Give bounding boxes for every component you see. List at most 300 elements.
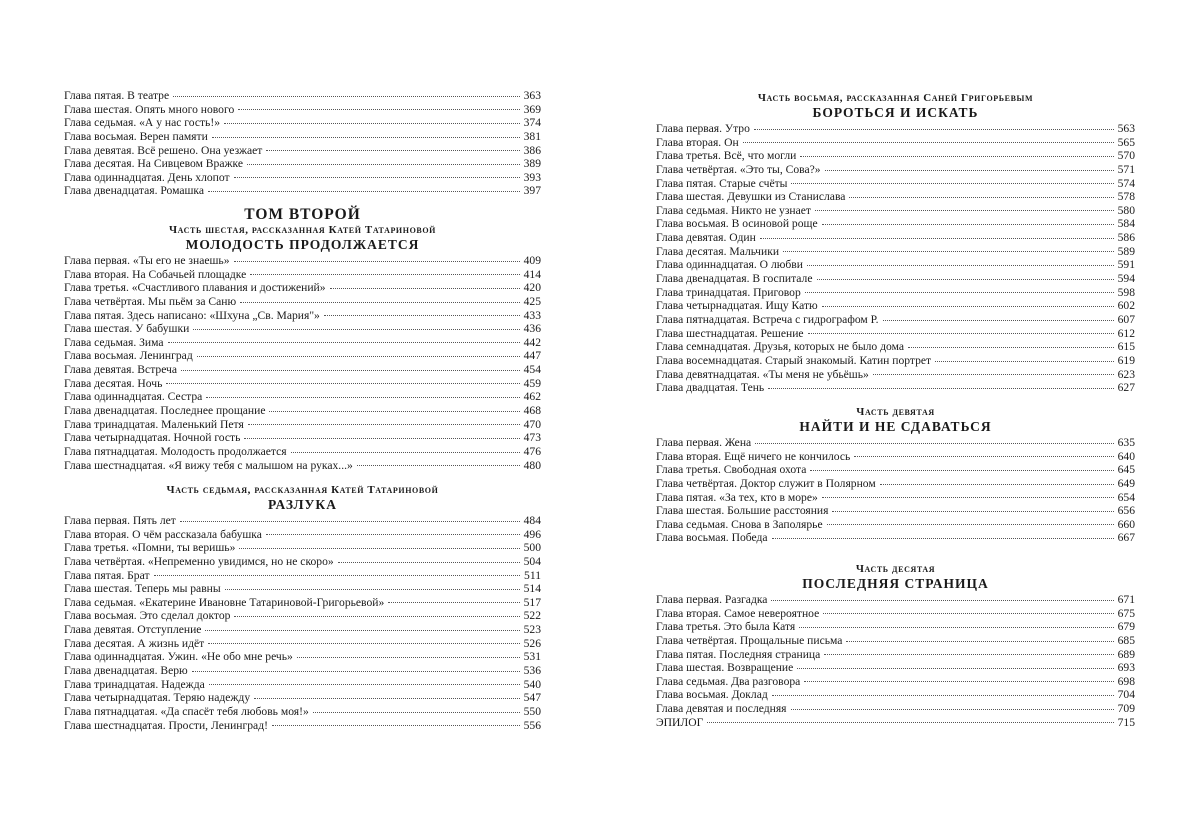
dot-leader — [297, 657, 520, 658]
part-title: НАЙТИ И НЕ СДАВАТЬСЯ — [799, 419, 992, 434]
toc-entry[interactable] — [656, 340, 1135, 354]
toc-entry[interactable] — [64, 309, 541, 323]
dot-leader — [807, 265, 1114, 266]
dot-leader — [181, 370, 520, 371]
dot-leader — [324, 315, 520, 316]
toc-entry[interactable] — [656, 122, 1135, 136]
toc-entry[interactable] — [64, 295, 541, 309]
toc-entry[interactable] — [656, 231, 1135, 245]
toc-entry[interactable] — [64, 336, 541, 350]
chapter-title: Глава шестая. Возвращение — [656, 661, 794, 675]
toc-entry[interactable] — [656, 477, 1135, 491]
toc-entry[interactable] — [656, 716, 1135, 730]
chapter-title: Глава пятнадцатая. Молодость продолжается — [64, 444, 287, 458]
page-number: 531 — [523, 650, 541, 664]
chapter-title: Глава седьмая. Снова в Заполярье — [656, 517, 823, 531]
page-number: 517 — [523, 595, 541, 609]
chapter-title: Глава пятая. Брат — [64, 568, 150, 582]
dot-leader — [800, 156, 1114, 157]
chapter-title: Глава шестая. Опять много нового — [64, 102, 235, 116]
dot-leader — [810, 470, 1114, 471]
toc-entry[interactable] — [656, 272, 1135, 286]
page-number: 462 — [523, 390, 541, 404]
page-number: 389 — [523, 157, 541, 171]
chapter-title: Глава четырнадцатая. Ночной гость — [64, 431, 241, 445]
dot-leader — [783, 251, 1114, 252]
page-number: 523 — [523, 623, 541, 637]
chapter-title: Глава первая. Пять лет — [64, 514, 176, 527]
chapter-title: Глава пятая. Старые счёты — [656, 176, 788, 190]
toc-entry[interactable] — [656, 436, 1135, 450]
toc-entry[interactable] — [64, 254, 541, 268]
part-title: ПОСЛЕДНЯЯ СТРАНИЦА — [802, 576, 989, 591]
toc-entry[interactable] — [656, 702, 1135, 716]
chapter-title: Глава одиннадцатая. Ужин. «Не обо мне речь» — [64, 650, 293, 664]
chapter-title: Глава третья. Всё, что могли — [656, 149, 797, 163]
dot-leader — [815, 210, 1114, 211]
page-number: 709 — [1117, 702, 1135, 716]
chapter-title: Глава четырнадцатая. Теряю надежду — [64, 691, 251, 705]
chapter-title: Глава девятая. Отступление — [64, 623, 202, 637]
dot-leader — [225, 589, 520, 590]
chapter-title: Глава вторая. Он — [656, 135, 739, 149]
toc-entry[interactable] — [64, 322, 541, 336]
chapter-title: Глава третья. «Счастливого плавания и достижений» — [64, 281, 326, 295]
dot-leader — [805, 292, 1114, 293]
page-number: 589 — [1117, 244, 1135, 258]
toc-entry[interactable] — [64, 89, 541, 103]
page-number: 602 — [1117, 299, 1135, 313]
page-number: 607 — [1117, 312, 1135, 326]
chapter-title: Глава четвёртая. «Непременно увидимся, но не скоро» — [64, 554, 334, 568]
toc-entry[interactable] — [656, 518, 1135, 532]
dot-leader — [266, 534, 520, 535]
chapter-title: Глава восьмая. Ленинград — [64, 349, 193, 363]
chapter-title: Глава восемнадцатая. Старый знакомый. Катин портрет — [656, 353, 932, 367]
toc-entry[interactable] — [656, 531, 1135, 545]
dot-leader — [330, 288, 520, 289]
part-nine-section — [656, 406, 1135, 545]
chapter-title: Глава десятая. Ночь — [64, 376, 163, 390]
dot-leader — [825, 170, 1114, 171]
toc-entry[interactable] — [64, 157, 541, 171]
toc-list — [656, 436, 1135, 545]
page-number: 580 — [1117, 203, 1135, 217]
page-number: 459 — [523, 376, 541, 390]
toc-entry[interactable] — [64, 363, 541, 377]
dot-leader — [269, 411, 520, 412]
toc-entry[interactable] — [656, 258, 1135, 272]
toc-entry[interactable] — [64, 184, 541, 198]
toc-entry[interactable] — [656, 177, 1135, 191]
page-number: 414 — [523, 267, 541, 281]
page-number: 635 — [1117, 436, 1135, 449]
toc-entry[interactable] — [64, 609, 541, 623]
toc-entry[interactable] — [656, 149, 1135, 163]
toc-entry[interactable] — [64, 637, 541, 651]
dot-leader — [212, 137, 520, 138]
page-number: 689 — [1117, 647, 1135, 661]
page-number: 594 — [1117, 272, 1135, 286]
dot-leader — [291, 452, 520, 453]
chapter-title: Глава седьмая. «Екатерине Ивановне Татариновой-Григорьевой» — [64, 595, 385, 609]
dot-leader — [338, 562, 520, 563]
dot-leader — [248, 424, 520, 425]
part-subtitle: Часть восьмая, рассказанная Саней Григорьевым — [757, 92, 1034, 104]
toc-entry[interactable] — [656, 675, 1135, 689]
part-subtitle: Часть шестая, рассказанная Катей Татариновой — [169, 224, 436, 236]
toc-entry[interactable] — [656, 299, 1135, 313]
page-number: 586 — [1117, 231, 1135, 245]
page-number: 496 — [523, 527, 541, 541]
page-number: 374 — [523, 116, 541, 130]
dot-leader — [791, 709, 1115, 710]
dot-leader — [238, 109, 520, 110]
dot-leader — [180, 521, 520, 522]
page-number: 522 — [523, 609, 541, 623]
part-title: МОЛОДОСТЬ ПРОДОЛЖАЕТСЯ — [185, 237, 420, 252]
chapter-title: Глава двадцатая. Тень — [656, 381, 765, 395]
page-number: 473 — [523, 431, 541, 445]
dot-leader — [822, 497, 1114, 498]
page-number: 598 — [1117, 285, 1135, 299]
chapter-title: Глава третья. Это была Катя — [656, 620, 796, 634]
chapter-title: Глава первая. Жена — [656, 436, 752, 449]
part-title: РАЗЛУКА — [268, 497, 337, 512]
toc-entry[interactable] — [64, 664, 541, 678]
dot-leader — [234, 177, 520, 178]
page-number: 550 — [523, 704, 541, 718]
page-number: 704 — [1117, 688, 1135, 702]
dot-leader — [388, 602, 520, 603]
toc-entry[interactable] — [656, 217, 1135, 231]
page-number: 442 — [523, 335, 541, 349]
dot-leader — [754, 129, 1114, 130]
toc-entry[interactable] — [64, 691, 541, 705]
chapter-title: Глава пятнадцатая. Встреча с гидрографом Р. — [656, 312, 879, 326]
dot-leader — [854, 456, 1114, 457]
page-number: 715 — [1117, 715, 1135, 729]
page-number: 369 — [523, 102, 541, 116]
dot-leader — [166, 383, 520, 384]
toc-entry[interactable] — [656, 204, 1135, 218]
page-number: 436 — [523, 322, 541, 336]
toc-entry[interactable] — [64, 268, 541, 282]
toc-entry[interactable] — [656, 327, 1135, 341]
page-number: 514 — [523, 582, 541, 596]
chapter-title: Глава одиннадцатая. День хлопот — [64, 170, 230, 184]
toc-entry[interactable] — [656, 607, 1135, 621]
chapter-title: Глава пятая. Последняя страница — [656, 647, 821, 661]
dot-leader — [880, 484, 1114, 485]
dot-leader — [244, 438, 520, 439]
dot-leader — [234, 261, 520, 262]
page-number: 675 — [1117, 606, 1135, 620]
toc-entry[interactable] — [656, 688, 1135, 702]
dot-leader — [209, 684, 520, 685]
part-subtitle: Часть седьмая, рассказанная Катей Татариновой — [166, 484, 439, 496]
toc-entry[interactable] — [656, 286, 1135, 300]
page-number: 671 — [1117, 593, 1135, 606]
page-number: 454 — [523, 363, 541, 377]
dot-leader — [799, 627, 1114, 628]
page-number: 656 — [1117, 504, 1135, 518]
page-number: 420 — [523, 281, 541, 295]
page-number: 667 — [1117, 531, 1135, 545]
toc-entry[interactable] — [64, 555, 541, 569]
chapter-title: Глава седьмая. Зима — [64, 335, 164, 349]
part-title: БОРОТЬСЯ И ИСКАТЬ — [812, 105, 979, 120]
toc-entry[interactable] — [64, 445, 541, 459]
chapter-title: Глава шестая. Девушки из Станислава — [656, 190, 846, 204]
dot-leader — [239, 548, 520, 549]
page-number: 470 — [523, 417, 541, 431]
chapter-title: Глава шестая. У бабушки — [64, 322, 190, 336]
chapter-title: Глава вторая. Ещё ничего не кончилось — [656, 449, 851, 463]
page-number: 679 — [1117, 620, 1135, 634]
dot-leader — [827, 524, 1114, 525]
dot-leader — [313, 712, 520, 713]
chapter-title: Глава одиннадцатая. О любви — [656, 258, 803, 272]
chapter-title: Глава первая. «Ты его не знаешь» — [64, 254, 230, 267]
part-eight-section — [656, 92, 1135, 395]
dot-leader — [197, 356, 520, 357]
chapter-title: Глава девятая и последняя — [656, 702, 787, 716]
toc-entry[interactable] — [656, 634, 1135, 648]
toc-entry[interactable] — [656, 504, 1135, 518]
page-number: 615 — [1117, 340, 1135, 354]
dot-leader — [804, 681, 1114, 682]
toc-entry[interactable] — [656, 354, 1135, 368]
page-number: 393 — [523, 170, 541, 184]
chapter-title: Глава четвёртая. Мы пьём за Саню — [64, 294, 237, 308]
chapter-title: Глава тринадцатая. Приговор — [656, 285, 801, 299]
toc-entry[interactable] — [656, 190, 1135, 204]
toc-entry[interactable] — [656, 381, 1135, 395]
dot-leader — [771, 600, 1114, 601]
dot-leader — [908, 347, 1114, 348]
chapter-title: Глава седьмая. Никто не узнает — [656, 203, 811, 217]
dot-leader — [208, 643, 520, 644]
page-number: 500 — [523, 541, 541, 555]
chapter-title: Глава одиннадцатая. Сестра — [64, 390, 203, 404]
page-number: 685 — [1117, 633, 1135, 647]
chapter-title: Глава пятая. В театре — [64, 89, 170, 102]
toc-entry[interactable] — [64, 596, 541, 610]
page-number: 570 — [1117, 149, 1135, 163]
chapter-title: Глава десятая. Мальчики — [656, 244, 780, 258]
part-subtitle: Часть девятая — [856, 406, 935, 418]
dot-leader — [707, 722, 1114, 723]
chapter-title: Глава третья. «Помни, ты веришь» — [64, 541, 236, 555]
toc-entry[interactable] — [64, 582, 541, 596]
chapter-title: Глава восьмая. Доклад — [656, 688, 768, 702]
volume-two-section — [64, 206, 541, 472]
toc-entry[interactable] — [64, 103, 541, 117]
toc-entry[interactable] — [656, 593, 1135, 607]
dot-leader — [935, 361, 1114, 362]
part-seven-section — [64, 484, 541, 732]
toc-entry[interactable] — [64, 404, 541, 418]
part-ten-section — [656, 563, 1135, 729]
chapter-title: Глава седьмая. Два разговора — [656, 674, 801, 688]
chapter-title: Глава первая. Разгадка — [656, 593, 768, 606]
page-number: 480 — [523, 458, 541, 472]
toc-entry[interactable] — [64, 171, 541, 185]
page-number: 660 — [1117, 517, 1135, 531]
dot-leader — [808, 333, 1114, 334]
dot-leader — [883, 320, 1114, 321]
toc-entry[interactable] — [64, 705, 541, 719]
toc-entry[interactable] — [656, 313, 1135, 327]
dot-leader — [743, 142, 1114, 143]
chapter-title: Глава шестнадцатая. Решение — [656, 326, 804, 340]
toc-entry[interactable] — [64, 623, 541, 637]
page-number: 565 — [1117, 135, 1135, 149]
intro-section — [64, 89, 541, 198]
page-number: 654 — [1117, 490, 1135, 504]
chapter-title: Глава семнадцатая. Друзья, которых не было дома — [656, 340, 905, 354]
chapter-title: Глава восьмая. Верен памяти — [64, 129, 208, 143]
dot-leader — [849, 197, 1114, 198]
dot-leader — [173, 96, 520, 97]
dot-leader — [357, 465, 520, 466]
toc-entry[interactable] — [64, 390, 541, 404]
dot-leader — [772, 695, 1114, 696]
toc-entry[interactable] — [64, 569, 541, 583]
volume-title: ТОМ ВТОРОЙ — [244, 206, 361, 223]
page-number: 571 — [1117, 162, 1135, 176]
dot-leader — [755, 443, 1114, 444]
toc-entry[interactable] — [64, 144, 541, 158]
page-number: 623 — [1117, 367, 1135, 381]
dot-leader — [822, 224, 1114, 225]
dot-leader — [266, 150, 520, 151]
page-number: 591 — [1117, 258, 1135, 272]
toc-entry[interactable] — [64, 281, 541, 295]
chapter-title: Глава пятнадцатая. «Да спасёт тебя любовь моя!» — [64, 704, 309, 718]
toc-entry[interactable] — [64, 130, 541, 144]
chapter-title: Глава шестая. Большие расстояния — [656, 504, 829, 518]
page-number: 476 — [523, 444, 541, 458]
part-subtitle: Часть десятая — [855, 563, 936, 575]
toc-entry[interactable] — [656, 661, 1135, 675]
page-number: 511 — [524, 568, 541, 582]
page-number: 381 — [523, 129, 541, 143]
chapter-title: Глава двенадцатая. Ромашка — [64, 184, 205, 198]
page-number: 547 — [523, 691, 541, 705]
toc-entry[interactable] — [64, 514, 541, 528]
toc-entry[interactable] — [64, 349, 541, 363]
chapter-title: Глава девятая. Встреча — [64, 363, 178, 377]
page-number: 698 — [1117, 674, 1135, 688]
toc-entry[interactable] — [656, 136, 1135, 150]
toc-entry[interactable] — [64, 431, 541, 445]
toc-entry[interactable] — [64, 678, 541, 692]
toc-list — [64, 89, 541, 198]
chapter-title: Глава восьмая. Победа — [656, 531, 768, 545]
toc-entry[interactable] — [64, 650, 541, 664]
toc-entry[interactable] — [656, 245, 1135, 259]
dot-leader — [192, 671, 520, 672]
page-number: 649 — [1117, 476, 1135, 490]
page-number: 563 — [1117, 122, 1135, 135]
dot-leader — [254, 698, 520, 699]
dot-leader — [208, 191, 520, 192]
page-number: 447 — [523, 349, 541, 363]
chapter-title: Глава восьмая. В осиновой роще — [656, 217, 818, 231]
toc-entry[interactable] — [64, 719, 541, 733]
dot-leader — [824, 654, 1114, 655]
dot-leader — [772, 538, 1114, 539]
toc-entry[interactable] — [64, 459, 541, 473]
toc-entry[interactable] — [64, 116, 541, 130]
page-number: 578 — [1117, 190, 1135, 204]
dot-leader — [873, 374, 1114, 375]
page-number: 397 — [523, 184, 541, 198]
page-number: 386 — [523, 143, 541, 157]
chapter-title: Глава четвёртая. Доктор служит в Полярном — [656, 476, 876, 490]
dot-leader — [823, 613, 1114, 614]
chapter-title: Глава четвёртая. «Это ты, Сова?» — [656, 162, 821, 176]
toc-entry[interactable] — [656, 163, 1135, 177]
toc-entry[interactable] — [656, 620, 1135, 634]
dot-leader — [240, 302, 520, 303]
page-number: 433 — [523, 308, 541, 322]
chapter-title: Глава седьмая. «А у нас гость!» — [64, 116, 220, 130]
toc-list — [656, 593, 1135, 729]
dot-leader — [797, 668, 1114, 669]
toc-entry[interactable] — [656, 463, 1135, 477]
toc-entry[interactable] — [64, 528, 541, 542]
toc-list — [64, 514, 541, 732]
page-number: 645 — [1117, 463, 1135, 477]
page-number: 612 — [1117, 326, 1135, 340]
page-number: 619 — [1117, 353, 1135, 367]
dot-leader — [234, 616, 520, 617]
page-number: 540 — [523, 677, 541, 691]
chapter-title: Глава шестнадцатая. «Я вижу тебя с малышом на руках...» — [64, 458, 353, 472]
page-number: 504 — [523, 554, 541, 568]
chapter-title: Глава третья. Свободная охота — [656, 463, 807, 477]
toc-entry[interactable] — [64, 418, 541, 432]
chapter-title: Глава тринадцатая. Маленький Петя — [64, 417, 244, 431]
toc-entry[interactable] — [656, 450, 1135, 464]
chapter-title: Глава девятнадцатая. «Ты меня не убьёшь» — [656, 367, 869, 381]
toc-entry[interactable] — [64, 377, 541, 391]
page-number: 574 — [1117, 176, 1135, 190]
toc-entry[interactable] — [656, 648, 1135, 662]
chapter-title: Глава шестнадцатая. Прости, Ленинград! — [64, 718, 268, 732]
chapter-title: Глава пятая. Здесь написано: «Шхуна „Св. Мария"» — [64, 308, 320, 322]
chapter-title: ЭПИЛОГ — [656, 715, 704, 729]
dot-leader — [247, 164, 520, 165]
page-number: 556 — [523, 718, 541, 732]
chapter-title: Глава двенадцатая. В госпитале — [656, 272, 813, 286]
page-number: 536 — [523, 664, 541, 678]
dot-leader — [846, 641, 1114, 642]
dot-leader — [272, 725, 520, 726]
toc-entry[interactable] — [656, 368, 1135, 382]
toc-entry[interactable] — [656, 491, 1135, 505]
page-number: 693 — [1117, 661, 1135, 675]
dot-leader — [224, 123, 520, 124]
chapter-title: Глава восьмая. Это сделал доктор — [64, 609, 231, 623]
dot-leader — [817, 279, 1115, 280]
toc-entry[interactable] — [64, 541, 541, 555]
chapter-title: Глава пятая. «За тех, кто в море» — [656, 490, 818, 504]
chapter-title: Глава тринадцатая. Надежда — [64, 677, 205, 691]
